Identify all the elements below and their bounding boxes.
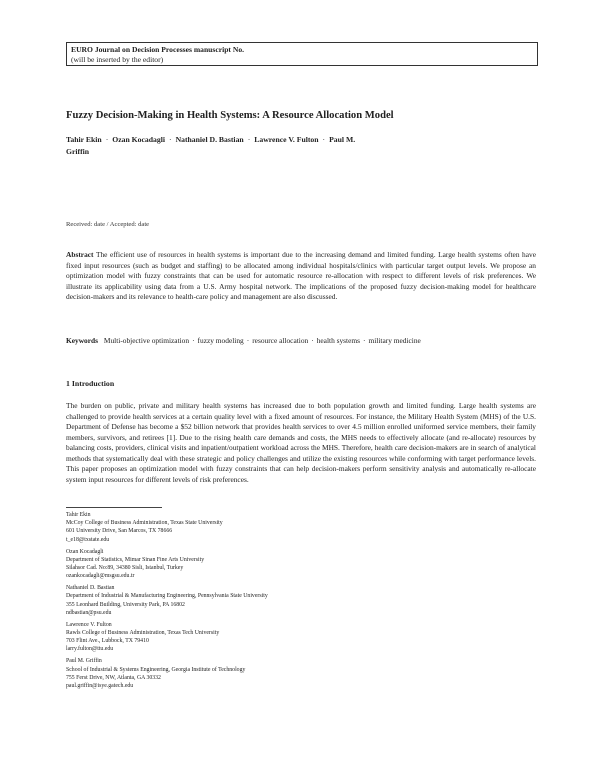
affiliation-block [66,511,466,544]
journal-name: EURO Journal on Decision Processes manuscript No. [71,45,245,54]
manuscript-header-box [66,42,538,66]
keywords-label: Keywords [66,336,99,345]
affiliation-line: School of Industrial & Systems Engineering, Georgia Institute of Technology [66,666,246,673]
affiliation-line: Department of Statistics, Mimar Sinan Fine Arts University [66,556,205,563]
affiliation-line: 355 Leonhard Building, University Park, PA 16802 [66,601,185,608]
author-name: Ozan Kocadagli [112,135,165,144]
affiliations [66,511,466,694]
author-name: Paul M. Griffin [66,135,356,156]
editor-note: (will be inserted by the editor) [71,54,164,64]
section-heading: 1 Introduction [66,379,115,388]
intro-paragraph: The burden on public, private and military health systems has increased due to both population growth and limited funding. Large health systems are challenged to provide health services at a certain quality level with a fixed amount of resources. For instance, the Military Health System (MHS) of the U.S. Department of Defense has become a $52 billion network that provides health services to over 4.5 million enrolled uniformed service members, their family members, survivors, and retirees [1]. Due to the rising health care demands and costs, the MHS needs to effectively allocate (and re-allocate) resources by balancing costs, providers, clinical visits and inpatient/outpatient workload across the MHS. Therefore, health care decision-makers are in search of analytical methods that systematically deal with these strategic and policy challenges and utilize the existing resources while conforming with target performance levels. This paper proposes an optimization model with fuzzy constraints that can help decision-makers perform sensitivity analysis and automatically re-allocate system input resources for different levels of risk preferences. [66,401,536,484]
affiliation-line: McCoy College of Business Administration, Texas State University [66,520,223,527]
author-name: Tahir Ekin [66,135,102,144]
author-separator: · [322,135,326,144]
keyword: health systems [316,336,361,345]
affiliation-line: 703 Flint Ave., Lubbock, TX 79410 [66,638,149,645]
keyword-separator: · [363,336,366,345]
keyword: Multi-objective optimization [103,336,190,345]
keyword-separator: · [246,336,250,345]
paper-title: Fuzzy Decision-Making in Health Systems: A Resource Allocation Model [66,110,394,121]
affiliation-author: Tahir Ekin [66,512,91,518]
author-separator: · [247,135,251,144]
affiliation-email: paul.griffin@isye.gatech.edu [66,683,134,690]
abstract-text: The efficient use of resources in health systems is important due to the increasing demand and limited funding. Large health systems often have fixed input resources (such as budget and staffing) to be allocated among individual hospitals/clinics with particular target output levels. We propose an optimization model with fuzzy constraints that can be used for automatic resource re-allocation with respect to different levels of risk preferences. We illustrate its applicability using data from a U.S. Army hospital network. The implications of the proposed fuzzy decision-making model for healthcare decision-makers and its relevance to health-care policy and management are also discussed. [66,250,537,302]
affiliation-email: ndbastian@psu.edu [66,609,112,616]
affiliation-block [66,548,466,581]
affiliation-author: Nathaniel D. Bastian [66,585,115,592]
author-name: Lawrence V. Fulton [254,135,319,144]
affiliation-block [66,657,466,690]
affiliation-author: Paul M. Griffin [66,658,102,665]
affiliation-line: Department of Industrial & Manufacturing Engineering, Pennsylvania State University [66,593,268,600]
author-separator: · [105,135,109,144]
affiliation-block [66,621,466,654]
affiliation-email: ozankocadagli@msgsu.edu.tr [66,573,135,580]
keyword: resource allocation [252,336,309,345]
keyword: fuzzy modeling [197,336,244,345]
author-list [66,134,366,158]
keyword: military medicine [368,336,421,345]
author-name: Nathaniel D. Bastian [175,135,244,144]
affiliation-email: t_e18@txstate.edu [66,536,110,543]
author-separator: · [169,135,172,144]
keyword-separator: · [311,336,314,345]
abstract [66,250,536,303]
affiliation-block [66,584,466,617]
affiliation-author: Ozan Kocadagli [66,548,104,555]
footnote-divider [66,507,162,508]
affiliation-author: Lawrence V. Fulton [66,621,112,628]
received-date: Received: date / Accepted: date [66,221,150,228]
affiliation-email: larry.fulton@ttu.edu [66,646,114,653]
affiliation-line: 601 University Drive, San Marcos, TX 78666 [66,528,173,535]
keywords [66,336,536,346]
affiliation-line: Silahsor Cad. No:89, 34380 Sisli, Istanbul, Turkey [66,565,184,572]
affiliation-line: Rawls College of Business Administration, Texas Tech University [66,630,220,637]
abstract-label: Abstract [66,250,94,259]
keyword-separator: · [192,336,195,345]
affiliation-line: 755 Ferst Drive, NW, Atlanta, GA 30332 [66,674,161,681]
